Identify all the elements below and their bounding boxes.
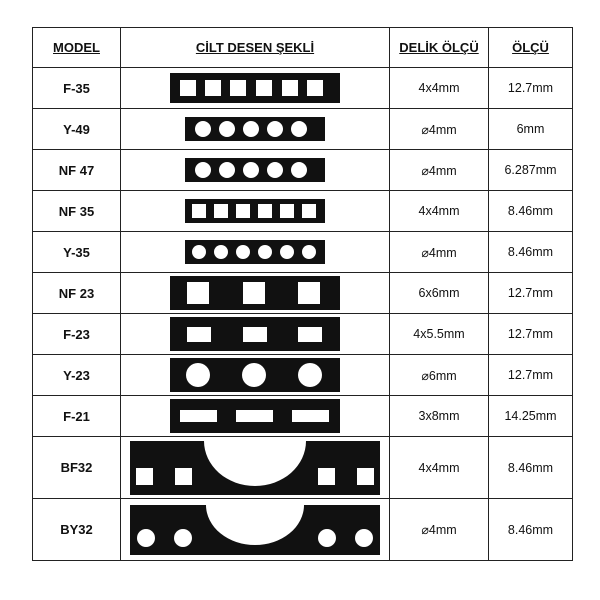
pattern-cell xyxy=(121,232,390,273)
table-row xyxy=(33,150,573,191)
pattern-cell xyxy=(121,68,390,109)
size-cell: 14.25mm xyxy=(489,396,573,437)
table-row xyxy=(33,437,573,499)
square-holes-pattern-icon xyxy=(170,276,340,310)
size-cell: 8.46mm xyxy=(489,499,573,561)
header-row xyxy=(33,28,573,68)
size-cell: 12.7mm xyxy=(489,273,573,314)
size-cell: 12.7mm xyxy=(489,68,573,109)
size-cell: 8.46mm xyxy=(489,437,573,499)
round-holes-pattern-icon xyxy=(185,240,325,264)
header-hole: DELİK ÖLÇÜ xyxy=(390,28,489,68)
size-cell: 12.7mm xyxy=(489,314,573,355)
table-row xyxy=(33,191,573,232)
header-pattern: CİLT DESEN ŞEKLİ xyxy=(121,28,390,68)
header-model: MODEL xyxy=(33,28,121,68)
hole-cell: 4x5.5mm xyxy=(390,314,489,355)
square-holes-pattern-icon xyxy=(170,73,340,103)
hole-cell: 4x4mm xyxy=(390,68,489,109)
model-cell: Y-49 xyxy=(33,109,121,150)
table-row xyxy=(33,314,573,355)
table-row xyxy=(33,355,573,396)
model-cell: BY32 xyxy=(33,499,121,561)
table-row xyxy=(33,68,573,109)
pattern-cell xyxy=(121,396,390,437)
size-cell: 8.46mm xyxy=(489,232,573,273)
size-cell: 8.46mm xyxy=(489,191,573,232)
pattern-cell xyxy=(121,355,390,396)
pattern-cell xyxy=(121,150,390,191)
pattern-cell xyxy=(121,499,390,561)
hole-cell: ⌀4mm xyxy=(390,109,489,150)
round-holes-pattern-icon xyxy=(170,358,340,392)
model-cell: F-21 xyxy=(33,396,121,437)
size-cell: 12.7mm xyxy=(489,355,573,396)
slot-holes-pattern-icon xyxy=(170,399,340,433)
hole-cell: ⌀6mm xyxy=(390,355,489,396)
table-row xyxy=(33,109,573,150)
round-holes-pattern-icon xyxy=(185,117,325,141)
model-cell: Y-35 xyxy=(33,232,121,273)
hole-cell: 3x8mm xyxy=(390,396,489,437)
table-row xyxy=(33,396,573,437)
pattern-cell xyxy=(121,273,390,314)
table-row xyxy=(33,499,573,561)
model-cell: NF 23 xyxy=(33,273,121,314)
hole-cell: ⌀4mm xyxy=(390,150,489,191)
binding-pattern-table xyxy=(32,27,573,561)
rect-holes-pattern-icon xyxy=(170,317,340,351)
square-holes-pattern-icon xyxy=(185,199,325,223)
arch-square-holes-pattern-icon xyxy=(130,441,380,495)
hole-cell: 4x4mm xyxy=(390,191,489,232)
round-holes-pattern-icon xyxy=(185,158,325,182)
hole-cell: ⌀4mm xyxy=(390,232,489,273)
model-cell: NF 35 xyxy=(33,191,121,232)
pattern-cell xyxy=(121,191,390,232)
hole-cell: ⌀4mm xyxy=(390,499,489,561)
size-cell: 6mm xyxy=(489,109,573,150)
table-row xyxy=(33,273,573,314)
model-cell: BF32 xyxy=(33,437,121,499)
pattern-cell xyxy=(121,437,390,499)
pattern-cell xyxy=(121,314,390,355)
header-size: ÖLÇÜ xyxy=(489,28,573,68)
hole-cell: 4x4mm xyxy=(390,437,489,499)
pattern-cell xyxy=(121,109,390,150)
model-cell: NF 47 xyxy=(33,150,121,191)
table-row xyxy=(33,232,573,273)
size-cell: 6.287mm xyxy=(489,150,573,191)
arch-round-holes-pattern-icon xyxy=(130,505,380,555)
model-cell: F-23 xyxy=(33,314,121,355)
model-cell: F-35 xyxy=(33,68,121,109)
hole-cell: 6x6mm xyxy=(390,273,489,314)
model-cell: Y-23 xyxy=(33,355,121,396)
